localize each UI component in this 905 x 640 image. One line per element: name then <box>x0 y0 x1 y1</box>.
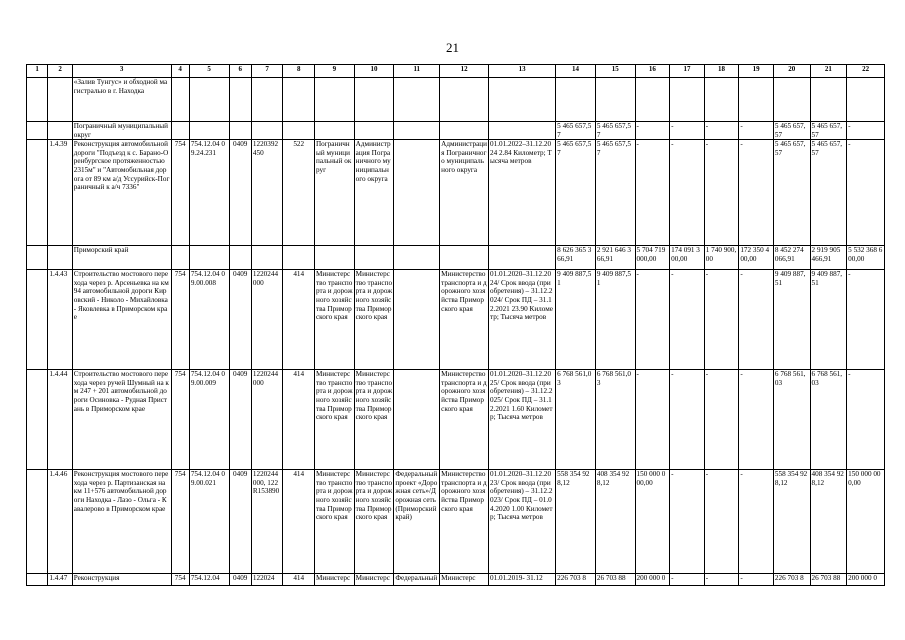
table-cell: 522 <box>283 140 315 246</box>
table-cell <box>739 78 774 122</box>
table-cell: - <box>847 140 885 246</box>
table-cell: - <box>704 370 739 470</box>
table-cell: 226 703 8 <box>773 574 810 586</box>
table-cell <box>314 122 354 140</box>
table-cell: - <box>704 574 739 586</box>
table-cell: Федеральный проект «Дорожная сеть»/Дорожная сеть (Приморский край) <box>394 470 440 574</box>
table-cell <box>27 140 48 246</box>
table-cell <box>283 78 315 122</box>
table-cell <box>314 78 354 122</box>
table-cell <box>189 122 229 140</box>
table-cell: 754 <box>171 270 189 370</box>
table-cell: 754.12.04 09.24.231 <box>189 140 229 246</box>
table-cell <box>48 122 72 140</box>
page-number: 21 <box>446 40 459 55</box>
table-cell: - <box>635 122 670 140</box>
table-row <box>27 270 885 370</box>
table-cell: - <box>704 270 739 370</box>
column-header: 3 <box>72 65 171 78</box>
table-cell: 01.01.2020–31.12.2025/ Срок ввода (приобретения) – 31.12.2025/ Срок ПД – 31.12.2021 1.60 Километр; Тысяча метров <box>489 370 556 470</box>
table-cell: - <box>670 122 705 140</box>
table-cell: 0409 <box>229 270 251 370</box>
table-cell: 2 921 646 366,91 <box>595 246 635 270</box>
table-cell <box>171 78 189 122</box>
table-cell <box>48 78 72 122</box>
table-cell: 200 000 0 <box>635 574 670 586</box>
table-cell <box>489 122 556 140</box>
table-cell <box>556 78 596 122</box>
table-row <box>27 78 885 122</box>
table-cell: 1220244000, 122R153890 <box>251 470 283 574</box>
column-header: 8 <box>283 65 315 78</box>
table-cell: 0409 <box>229 470 251 574</box>
table-cell: Федеральный <box>394 574 440 586</box>
table-cell: Министерство транспорта и дорожного хозяйства Приморского края <box>440 370 489 470</box>
table-cell <box>354 78 394 122</box>
table-cell <box>489 246 556 270</box>
table-cell: Министерство транспорта и дорожного хозяйства Приморского края <box>314 470 354 574</box>
table-cell: 2 919 905 466,91 <box>810 246 847 270</box>
table-cell: - <box>847 122 885 140</box>
table-cell <box>48 246 72 270</box>
table-cell: 01.01.2020–31.12.2024/ Срок ввода (приобретения) – 31.12.2024/ Срок ПД – 31.12.2021 23.90 Километр; Тысяча метров <box>489 270 556 370</box>
table-cell: - <box>635 370 670 470</box>
table-cell: Пограничный муниципальный округ <box>314 140 354 246</box>
table-cell <box>394 246 440 270</box>
table-cell: Министерство транспорта и дорожного хозяйства Приморского края <box>314 370 354 470</box>
table-cell: 5 465 657,57 <box>595 122 635 140</box>
table-cell: 0409 <box>229 370 251 470</box>
table-cell: 150 000 000,00 <box>847 470 885 574</box>
table-cell <box>251 78 283 122</box>
table-cell <box>670 78 705 122</box>
table-cell: 01.01.2019- 31.12 <box>489 574 556 586</box>
table-cell: 1.4.43 <box>48 270 72 370</box>
table-cell: 5 704 719 000,00 <box>635 246 670 270</box>
column-header: 21 <box>810 65 847 78</box>
table-cell: 5 465 657,57 <box>556 122 596 140</box>
table-cell <box>171 122 189 140</box>
column-header: 17 <box>670 65 705 78</box>
table-cell: 754.12.04 <box>189 574 229 586</box>
table-cell: 9 409 887,51 <box>556 270 596 370</box>
table-cell: - <box>635 270 670 370</box>
table-cell <box>27 370 48 470</box>
column-header: 13 <box>489 65 556 78</box>
table-cell: 1.4.47 <box>48 574 72 586</box>
table-cell: 9 409 887,51 <box>595 270 635 370</box>
table-cell: Министерс <box>440 574 489 586</box>
table-cell <box>773 78 810 122</box>
table-cell: 754 <box>171 370 189 470</box>
table-cell: 0409 <box>229 140 251 246</box>
table-cell <box>171 246 189 270</box>
table-cell <box>354 246 394 270</box>
table-cell: Приморский край <box>72 246 171 270</box>
table-row <box>27 370 885 470</box>
table-cell <box>440 78 489 122</box>
table-cell <box>27 122 48 140</box>
table-cell: 174 091 300,00 <box>670 246 705 270</box>
table-cell: Реконструкция <box>72 574 171 586</box>
column-header: 12 <box>440 65 489 78</box>
table-cell <box>595 78 635 122</box>
column-header: 14 <box>556 65 596 78</box>
table-row <box>27 246 885 270</box>
table-row <box>27 470 885 574</box>
table-cell: - <box>847 370 885 470</box>
table-cell: 408 354 928,12 <box>595 470 635 574</box>
table-cell: 5 465 657,57 <box>810 140 847 246</box>
table-cell <box>394 122 440 140</box>
table-cell: 408 354 928,12 <box>810 470 847 574</box>
table-cell: Министерство транспорта и дорожного хозяйства Приморского края <box>440 470 489 574</box>
table-cell <box>27 78 48 122</box>
column-header: 15 <box>595 65 635 78</box>
column-header: 9 <box>314 65 354 78</box>
column-header: 7 <box>251 65 283 78</box>
column-header: 10 <box>354 65 394 78</box>
table-cell: 172 350 400,00 <box>739 246 774 270</box>
table-cell: 200 000 0 <box>847 574 885 586</box>
table-cell: 122024 <box>251 574 283 586</box>
table-cell: 1220244000 <box>251 370 283 470</box>
table-cell: Строительство мостового перехода через ручей Шумный на км 247 + 201 автомобильной дороги Осиновка - Рудная Пристань в Приморском крае <box>72 370 171 470</box>
header-row <box>27 65 885 78</box>
column-header: 2 <box>48 65 72 78</box>
column-header: 22 <box>847 65 885 78</box>
table-cell <box>189 246 229 270</box>
table-cell: 414 <box>283 470 315 574</box>
table-cell: 5 465 657,57 <box>556 140 596 246</box>
table-cell: - <box>704 122 739 140</box>
table-cell <box>394 78 440 122</box>
table-cell <box>810 78 847 122</box>
table-cell: Администрация Пограничного муниципального округа <box>440 140 489 246</box>
table-cell <box>229 78 251 122</box>
table-cell <box>283 246 315 270</box>
table-cell <box>283 122 315 140</box>
table-cell <box>27 270 48 370</box>
table-cell: 9 409 887,51 <box>810 270 847 370</box>
table-cell: Реконструкция мостового перехода через р. Партизанская на км 11+576 автомобильной дороги Находка - Лазо - Ольга - Кавалерово в Приморском крае <box>72 470 171 574</box>
table-cell: 1220244000 <box>251 270 283 370</box>
table-cell: 754 <box>171 574 189 586</box>
column-header: 5 <box>189 65 229 78</box>
table-cell: 01.01.2020–31.12.2023/ Срок ввода (приобретения) – 31.12.2023/ Срок ПД – 01.04.2020 1.00 Километр; Тысяча метров <box>489 470 556 574</box>
table-cell: 0409 <box>229 574 251 586</box>
table-cell: - <box>670 470 705 574</box>
table-cell <box>847 78 885 122</box>
table-cell: 414 <box>283 270 315 370</box>
table-cell: 8 626 365 366,91 <box>556 246 596 270</box>
table-cell: Администрация Пограничного муниципального округа <box>354 140 394 246</box>
table-row <box>27 574 885 586</box>
table-cell: Министерство транспорта и дорожного хозяйства Приморского края <box>354 270 394 370</box>
table-cell: Министерство транспорта и дорожного хозяйства Приморского края <box>354 370 394 470</box>
table-cell <box>440 246 489 270</box>
table-cell: 558 354 928,12 <box>773 470 810 574</box>
table-cell: - <box>670 370 705 470</box>
table-cell <box>27 246 48 270</box>
table-cell <box>394 370 440 470</box>
table-cell: - <box>739 470 774 574</box>
table-cell: 26 703 88 <box>810 574 847 586</box>
table-cell: 1.4.39 <box>48 140 72 246</box>
table-cell: - <box>847 270 885 370</box>
table-cell <box>635 78 670 122</box>
table-row <box>27 122 885 140</box>
table-cell: 1.4.44 <box>48 370 72 470</box>
table-cell <box>704 78 739 122</box>
table-cell: 8 452 274 066,91 <box>773 246 810 270</box>
table-cell: 1 740 900,00 <box>704 246 739 270</box>
table-cell: 414 <box>283 574 315 586</box>
table-cell: 6 768 561,03 <box>810 370 847 470</box>
column-header: 4 <box>171 65 189 78</box>
column-header: 18 <box>704 65 739 78</box>
table-cell: 754.12.04 09.00.009 <box>189 370 229 470</box>
table-cell: Министерство транспорта и дорожного хозяйства Приморского края <box>440 270 489 370</box>
table-cell <box>229 122 251 140</box>
table-cell: 754 <box>171 140 189 246</box>
table-cell: Министерство транспорта и дорожного хозяйства Приморского края <box>354 470 394 574</box>
table-cell <box>251 122 283 140</box>
table-cell: 414 <box>283 370 315 470</box>
table-cell: Министерство транспорта и дорожного хозяйства Приморского края <box>314 270 354 370</box>
column-header: 1 <box>27 65 48 78</box>
table-cell: 5 465 657,57 <box>773 122 810 140</box>
table-cell <box>229 246 251 270</box>
table-cell: - <box>704 470 739 574</box>
table-cell: - <box>670 574 705 586</box>
table-cell: 226 703 8 <box>556 574 596 586</box>
table-cell: Министерс <box>354 574 394 586</box>
table-cell: Пограничный муниципальный округ <box>72 122 171 140</box>
table-cell <box>27 470 48 574</box>
table-cell <box>189 78 229 122</box>
table-cell <box>314 246 354 270</box>
data-table <box>26 64 885 586</box>
table-cell: 150 000 000,00 <box>635 470 670 574</box>
table-cell: 01.01.2022–31.12.2024 2.84 Километр; Тысяча метров <box>489 140 556 246</box>
table-cell: - <box>739 140 774 246</box>
column-header: 19 <box>739 65 774 78</box>
table-cell: 754 <box>171 470 189 574</box>
table-cell <box>489 78 556 122</box>
table-cell: 1.4.46 <box>48 470 72 574</box>
table-cell: 5 465 657,57 <box>773 140 810 246</box>
column-header: 20 <box>773 65 810 78</box>
table-cell: - <box>739 574 774 586</box>
table-cell: - <box>739 370 774 470</box>
table-cell: 754.12.04 09.00.021 <box>189 470 229 574</box>
table-cell <box>394 270 440 370</box>
table-cell: Строительство мостового перехода через р. Арсеньевка на км 94 автомобильной дороги Кировский - Николо - Михайловка - Яковлевка в Приморском крае <box>72 270 171 370</box>
table-cell: 6 768 561,03 <box>595 370 635 470</box>
column-header: 16 <box>635 65 670 78</box>
table-cell: - <box>739 122 774 140</box>
table-cell <box>354 122 394 140</box>
table-cell: 6 768 561,03 <box>773 370 810 470</box>
table-row <box>27 140 885 246</box>
column-header: 6 <box>229 65 251 78</box>
table-cell: 5 465 657,57 <box>595 140 635 246</box>
table-cell: 6 768 561,03 <box>556 370 596 470</box>
table-cell: 26 703 88 <box>595 574 635 586</box>
table-cell: 9 409 887,51 <box>773 270 810 370</box>
table-cell <box>27 574 48 586</box>
table-cell: - <box>704 140 739 246</box>
table-cell: 1220392450 <box>251 140 283 246</box>
table-cell: 5 532 368 600,00 <box>847 246 885 270</box>
table-cell: 558 354 928,12 <box>556 470 596 574</box>
table-cell: Министерс <box>314 574 354 586</box>
column-header: 11 <box>394 65 440 78</box>
table-cell: - <box>739 270 774 370</box>
table-cell: - <box>635 140 670 246</box>
table-cell <box>251 246 283 270</box>
table-cell: «Залив Тунгус» и обходной магистралью в г. Находка <box>72 78 171 122</box>
table-cell: - <box>670 270 705 370</box>
table-cell: 5 465 657,57 <box>810 122 847 140</box>
table-cell: 754.12.04 09.00.008 <box>189 270 229 370</box>
table-cell <box>440 122 489 140</box>
table-cell <box>394 140 440 246</box>
table-cell: - <box>670 140 705 246</box>
table-cell: Реконструкция автомобильной дороги "Подъезд к с. Барано-Оренбургское протяженностью 2315м" и "Автомобильная дорога от 89 км а/д Уссурийск-Пограничный к а/ч 7336" <box>72 140 171 246</box>
